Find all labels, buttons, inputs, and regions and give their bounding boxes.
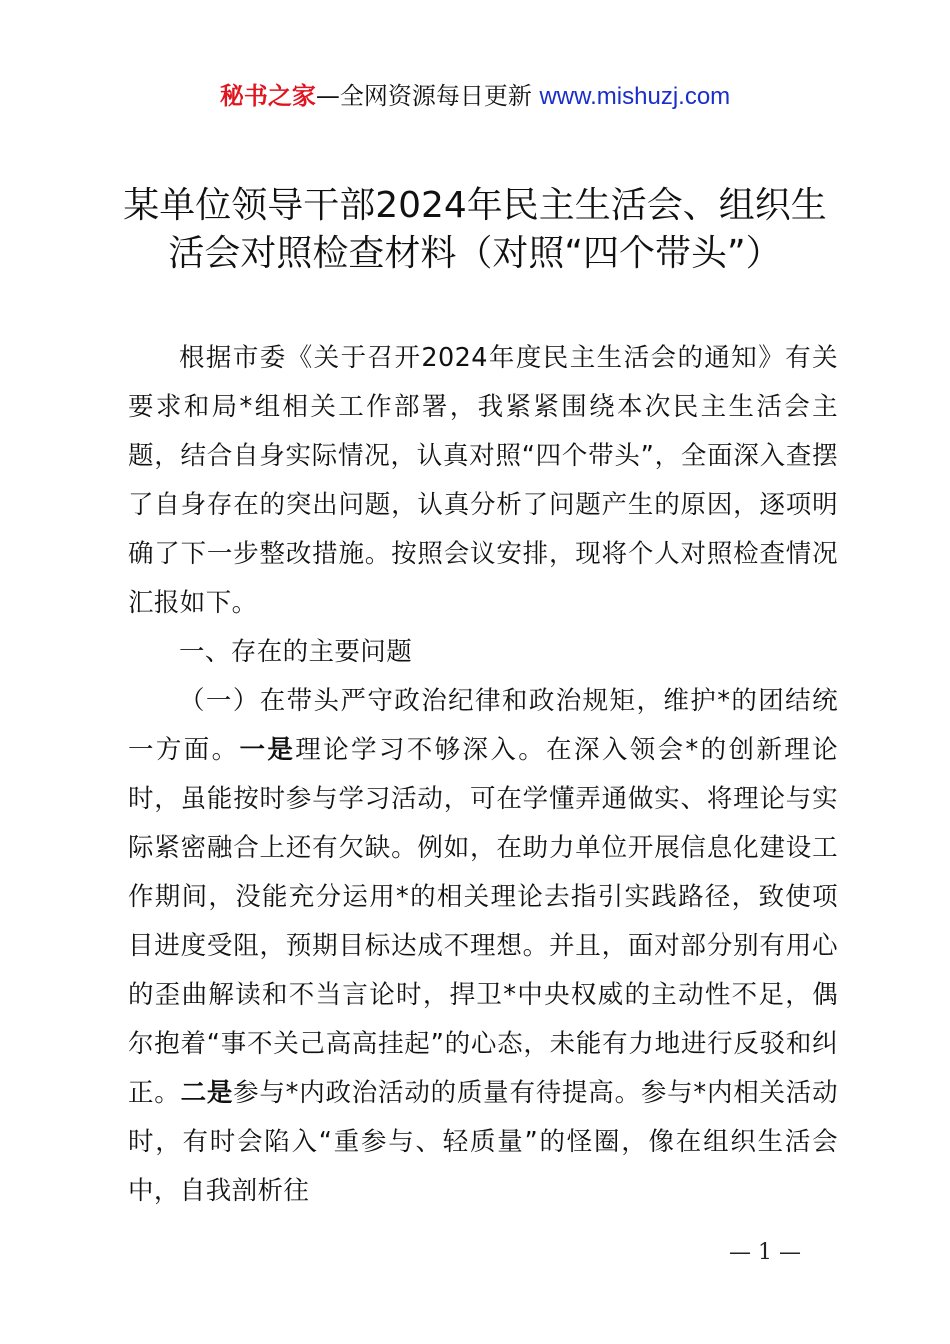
document-title — [0, 182, 950, 278]
document-body — [128, 334, 838, 1216]
site-header — [0, 80, 950, 113]
site-url-link[interactable]: www.mishuzj.com — [539, 83, 731, 110]
point-1-text: 理论学习不够深入。在深入领会*的创新理论时，虽能按时参与学习活动，可在学懂弄通做实、将理论与实际紧密融合上还有欠缺。例如，在助力单位开展信息化建设工作期间，没能充分运用*的相关理论去指引实践路径，致使项目进度受阻，预期目标达成不理想。并且，面对部分别有用心的歪曲解读和不当言论时，捍卫*中央权威的主动性不足，偶尔抱着“事不关己高高挂起”的心态，未能有力地进行反驳和纠正。 — [128, 735, 838, 1108]
point-1-label: 一是 — [239, 735, 296, 765]
point-2-text: 参与*内政治活动的质量有待提高。参与*内相关活动时，有时会陷入“重参与、轻质量”的怪圈，像在组织生活会中，自我剖析往 — [128, 1078, 838, 1206]
section-heading: 一、存在的主要问题 — [179, 637, 413, 667]
page-number: — 1 — — [729, 1240, 801, 1265]
section-paragraph — [128, 677, 838, 1216]
intro-paragraph: 根据市委《关于召开2024年度民主生活会的通知》有关要求和局*组相关工作部署，我紧紧围绕本次民主生活会主题，结合自身实际情况，认真对照“四个带头”，全面深入查摆了自身存在的突出问题，认真分析了问题产生的原因，逐项明确了下一步整改措施。按照会议安排，现将个人对照检查情况汇报如下。 — [128, 343, 838, 618]
title-line-1: 某单位领导干部2024年民主生活会、组织生 — [123, 185, 827, 226]
point-2-label: 二是 — [180, 1078, 234, 1108]
header-slogan: —全网资源每日更新 — [315, 82, 540, 110]
brand-name: 秘书之家 — [219, 82, 316, 110]
title-line-2: 活会对照检查材料（对照“四个带头”） — [168, 233, 782, 274]
sub-heading: （一）在带头严守政治纪律和政治规矩，维护*的团结统一方面。 — [128, 686, 838, 765]
